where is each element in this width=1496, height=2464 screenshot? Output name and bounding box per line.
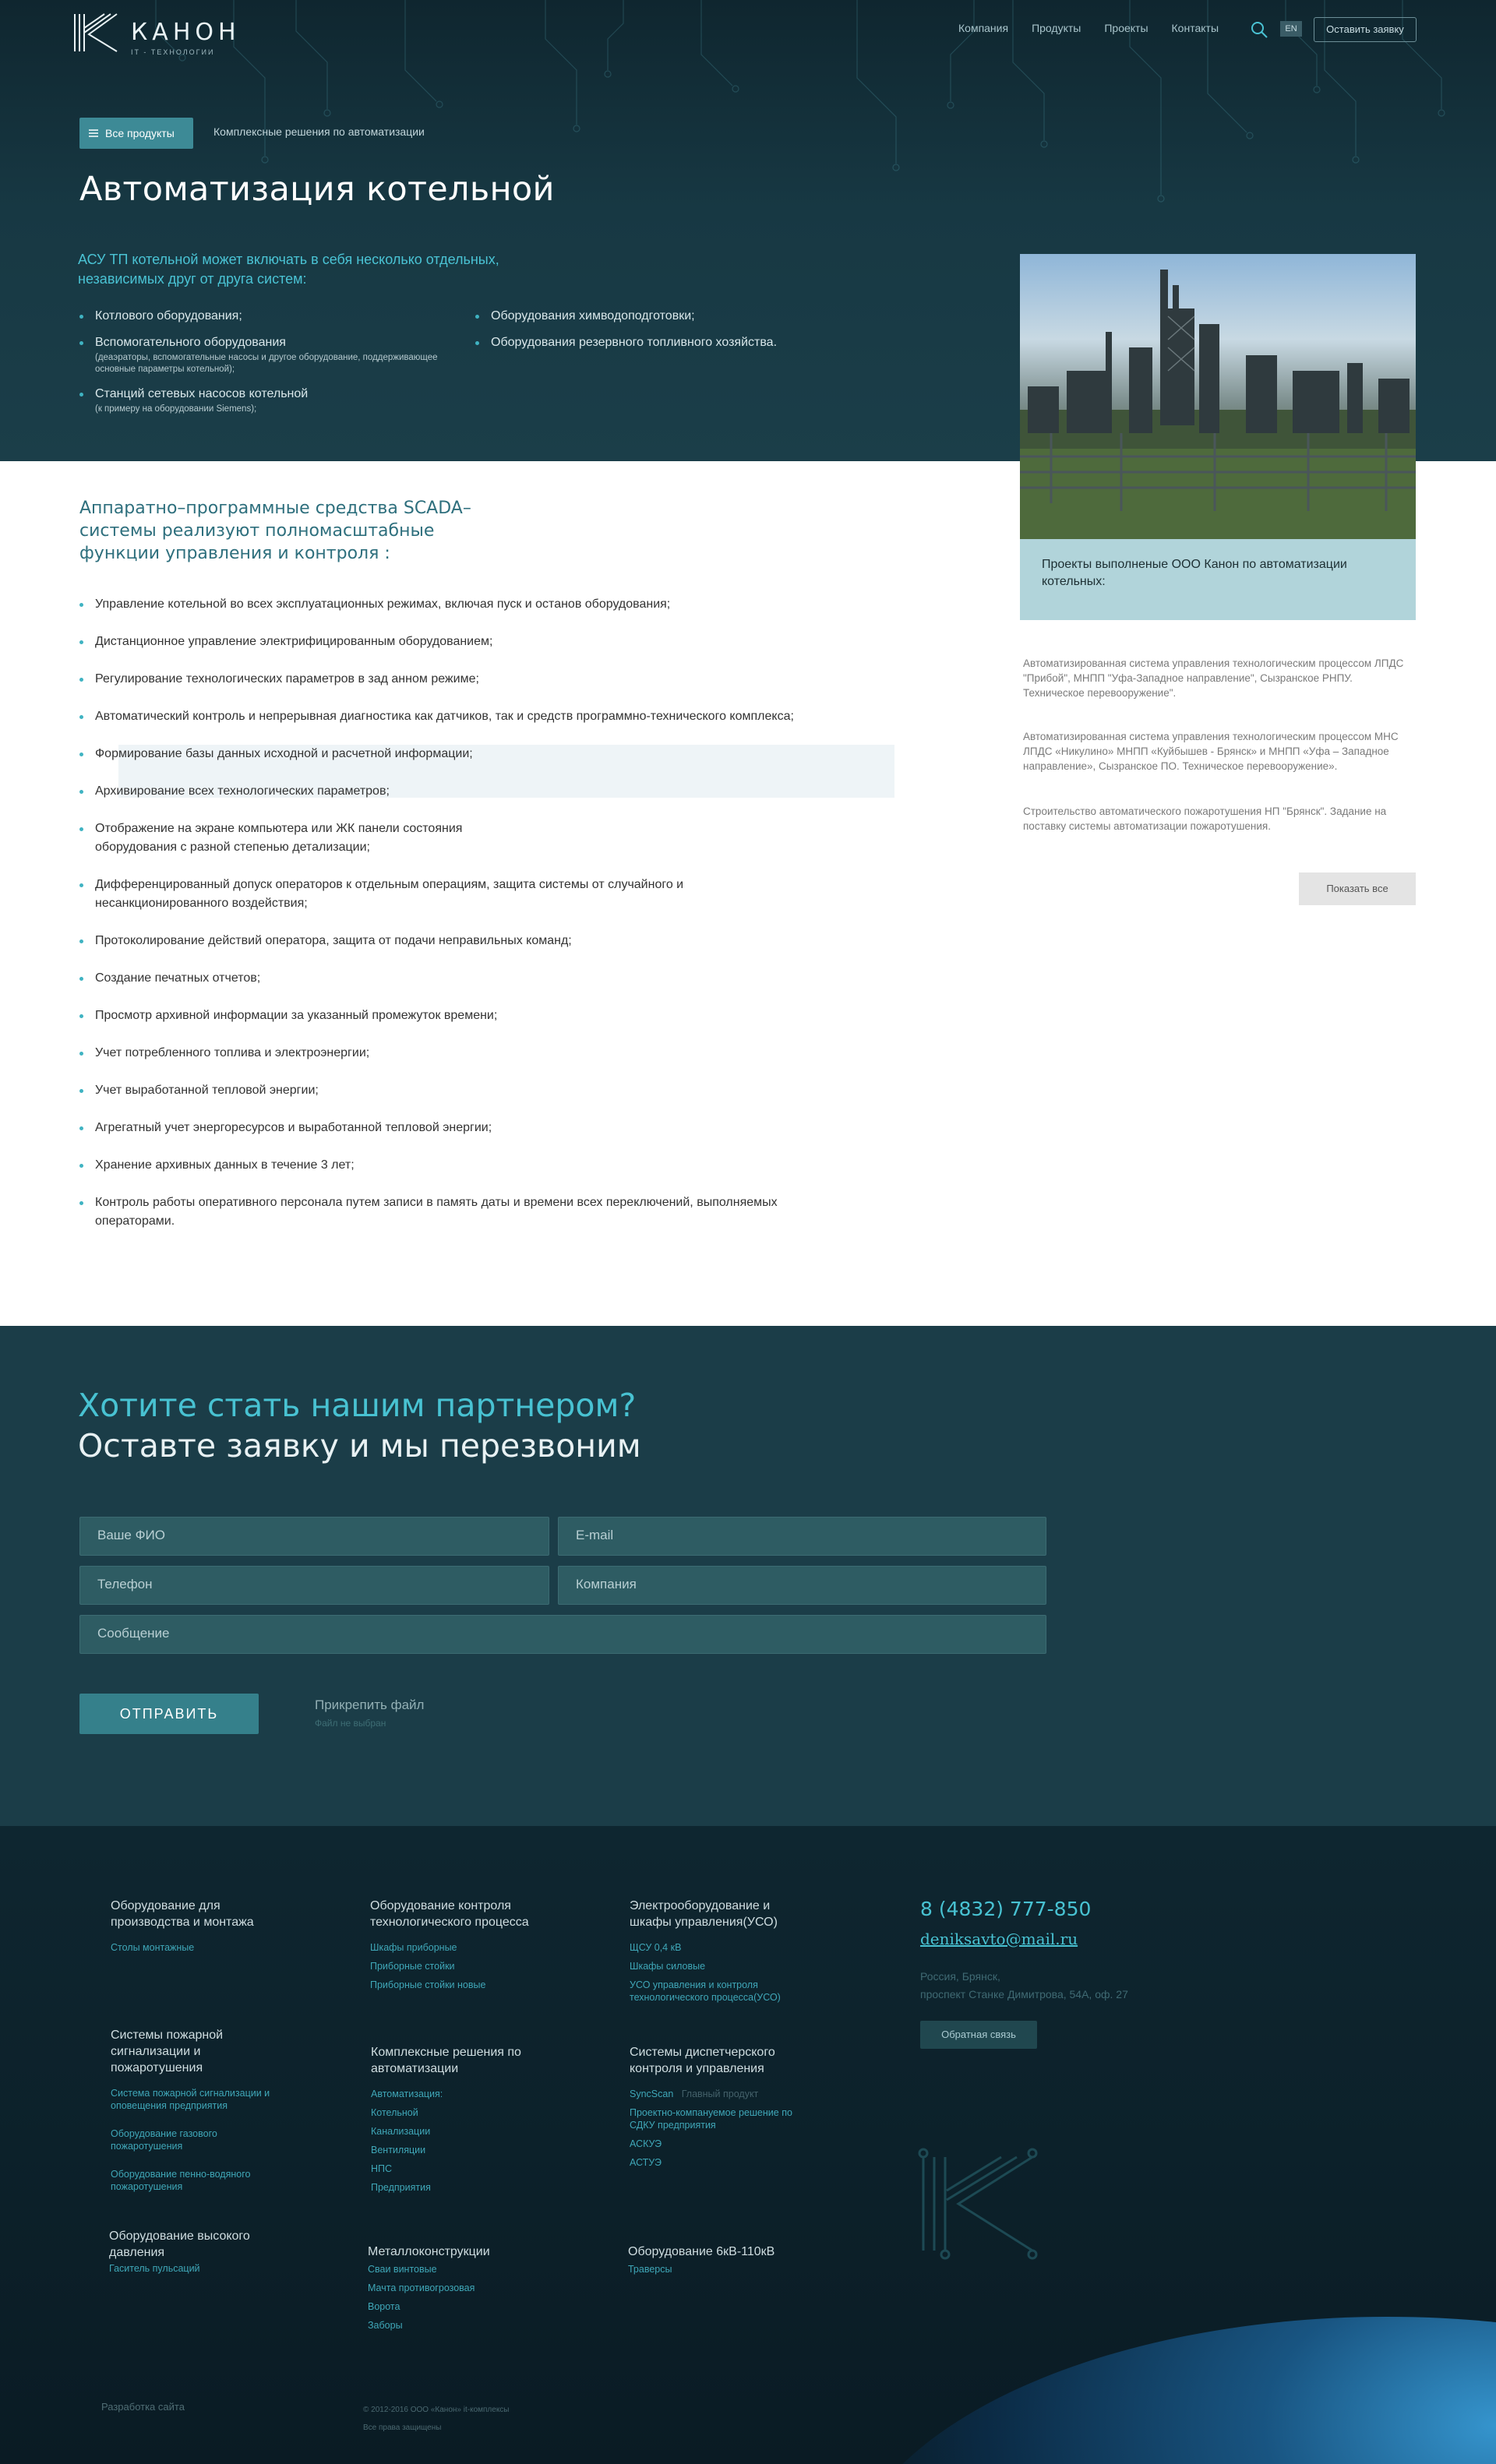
footer-link[interactable]: Приборные стойки новые [370,1979,486,1990]
list-item: Котлового оборудования; [78,308,452,324]
footer-col-fire [111,2027,274,2199]
brand-tagline: IT - ТЕХНОЛОГИИ [131,48,215,56]
list-item-note: (к примеру на оборудовании Siemens); [95,404,257,414]
list-item-note: (деаэраторы, вспомогательные насосы и другое оборудование, поддерживающее основные параметры котельной); [95,353,438,374]
list-item: Регулирование технологических параметров в зад анном режиме; [78,670,826,689]
logo-k-icon [72,12,120,53]
search-icon[interactable] [1250,20,1268,39]
footer-link[interactable]: УСО управления и контроля технологического процесса(УСО) [630,1979,781,2003]
form-subtitle: Оставте заявку и мы перезвоним [78,1427,641,1465]
copyright: © 2012-2016 ООО «Канон» it-комплексы Все права защищены [363,2406,510,2432]
main-nav [958,22,1242,34]
language-switch[interactable]: EN [1280,21,1302,37]
list-item: Отображение на экране компьютера или ЖК панели состояния оборудования с разной степенью детализации; [78,820,483,857]
footer-address: Россия, Брянск, проспект Станке Димитрова, 54А, оф. 27 [920,1970,1128,2000]
footer-col-dispatch [630,2044,809,2175]
footer-link[interactable]: Гаситель пульсаций [109,2263,200,2274]
footer-col-control [370,1898,565,1997]
footer-col-high-pressure [109,2228,265,2281]
footer-col-title: Металлоконструкции [368,2245,490,2258]
footer-link[interactable]: Проектно-компануемое решение по СДКУ предприятия [630,2107,792,2131]
footer-link[interactable]: Предприятия [371,2182,431,2193]
systems-list-left [78,308,452,426]
list-item: Формирование базы данных исходной и расчетной информации; [78,745,826,763]
industrial-plant-illustration [1020,254,1416,539]
intro-text: АСУ ТП котельной может включать в себя несколько отдельных, независимых друг от друга систем: [78,252,499,287]
list-item: Учет выработанной тепловой энергии; [78,1081,826,1100]
footer [0,1826,1496,2464]
list-item: Учет потребленного топлива и электроэнергии; [78,1044,826,1063]
list-item: Дифференцированный допуск операторов к отдельным операциям, защита системы от случайного и несанкционированного воздействия; [78,876,810,913]
nav-item-company[interactable]: Компания [958,22,1009,34]
nav-item-contacts[interactable]: Контакты [1171,22,1219,34]
fio-field[interactable]: Ваше ФИО [79,1517,549,1556]
footer-link[interactable]: Траверсы [628,2264,672,2275]
footer-link[interactable]: Шкафы приборные [370,1942,457,1953]
nav-item-products[interactable]: Продукты [1032,22,1081,34]
no-file-label: Файл не выбран [315,1718,386,1729]
footer-link[interactable]: НПС [371,2163,393,2174]
message-field[interactable]: Сообщение [79,1615,1046,1654]
breadcrumb-current[interactable]: Комплексные решения по автоматизации [213,125,425,138]
footer-link[interactable]: АСТУЭ [630,2157,662,2168]
footer-link[interactable]: Ворота [368,2301,400,2312]
footer-col-title: Системы диспетчерского контроля и управления [630,2046,775,2075]
partner-form-section [0,1326,1496,1826]
footer-email[interactable]: deniksavto@mail.ru [920,1930,1078,1948]
footer-link[interactable]: Канализации [371,2126,431,2137]
footer-link[interactable]: Приборные стойки [370,1961,455,1972]
footer-link[interactable]: Автоматизация: [371,2089,443,2099]
footer-col-metal [368,2244,547,2338]
projects-title: Проекты выполненые ООО Канон по автоматизации котельных: [1042,558,1347,588]
footer-link[interactable]: Котельной [371,2107,418,2118]
footer-link[interactable]: Заборы [368,2320,403,2331]
form-title: Хотите стать нашим партнером? [78,1387,637,1424]
footer-col-title: Оборудование высокого давления [109,2230,250,2259]
attach-file-link[interactable]: Прикрепить файл [315,1697,425,1712]
list-item: Агрегатный учет энергоресурсов и выработанной тепловой энергии; [78,1119,826,1137]
list-item: Протоколирование действий оператора, защита от подачи неправильных команд; [78,932,826,950]
nav-item-projects[interactable]: Проекты [1104,22,1148,34]
footer-link[interactable]: Система пожарной сигнализации и оповещения предприятия [111,2088,270,2111]
main-product-note: Главный продукт [681,2089,759,2099]
list-item: Оборудования резервного топливного хозяйства. [474,335,879,351]
scada-heading: Аппаратно–программные средства SCADA–системы реализуют полномасштабные функции управления и контроля : [79,499,471,563]
functions-list [78,595,826,1250]
footer-col-electrical [630,1898,809,2010]
list-item: Станций сетевых насосов котельной (к примеру на оборудовании Siemens); [78,386,452,415]
email-field[interactable]: E-mail [558,1517,1046,1556]
project-item[interactable]: Автоматизированная система управления технологическим процессом ЛПДС "Прибой", МНПП "Уфа-Западное направление", Сызранское РНПУ. Техническое перевооружение". [1023,657,1404,699]
footer-link[interactable]: Оборудование пенно-водяного пожаротушения [111,2169,251,2192]
footer-col-title: Комплексные решения по автоматизации [371,2046,521,2075]
footer-link[interactable]: Сваи винтовые [368,2264,437,2275]
all-products-button[interactable] [79,118,193,149]
footer-link[interactable]: Столы монтажные [111,1942,195,1953]
footer-phone[interactable]: 8 (4832) 777-850 [920,1898,1092,1920]
page-title: Автоматизация котельной [79,170,555,209]
list-item: Контроль работы оперативного персонала путем записи в память даты и времени всех переключений, выполняемых операторами. [78,1193,826,1231]
footer-link[interactable]: ЩСУ 0,4 кВ [630,1942,682,1953]
list-item: Автоматический контроль и непрерывная диагностика как датчиков, так и средств программно-технического комплекса; [78,707,795,726]
footer-link[interactable]: Мачта противогрозовая [368,2282,475,2293]
all-products-label: Все продукты [105,127,175,139]
footer-col-automation [371,2044,550,2200]
list-item: Управление котельной во всех эксплуатационных режимах, включая пуск и останов оборудования; [78,595,826,614]
footer-col-title: Системы пожарной сигнализации и пожаротушения [111,2029,224,2074]
leave-request-button[interactable]: Оставить заявку [1314,17,1417,42]
brand-name: КАНОН [131,19,241,46]
list-item: Архивирование всех технологических параметров; [78,782,826,801]
footer-col-title: Оборудование для производства и монтажа [111,1899,254,1929]
list-item: Создание печатных отчетов; [78,969,826,988]
footer-col-title: Оборудование контроля технологического процесса [370,1899,529,1929]
footer-link[interactable]: АСКУЭ [630,2138,662,2149]
projects-heading-box [1020,539,1416,620]
project-item[interactable]: Автоматизированная система управления технологическим процессом МНС ЛПДС «Никулино» МНПП «Куйбышев - Брянск» и МНПП «Уфа – Западное направление», Сызранское ПО. Техническое перевооружение». [1023,731,1399,772]
footer-col-title: Оборудование 6кВ-110кВ [628,2245,775,2258]
list-item: Хранение архивных данных в течение 3 лет; [78,1156,826,1175]
list-item: Вспомогательного оборудования (деаэраторы, вспомогательные насосы и другое оборудование, поддерживающее основные параметры котельной); [78,335,452,375]
footer-col-hv [628,2244,807,2282]
company-field[interactable]: Компания [558,1566,1046,1605]
footer-link[interactable]: Шкафы силовые [630,1961,706,1972]
show-all-button[interactable]: Показать все [1299,872,1416,905]
footer-link[interactable]: Вентиляции [371,2145,426,2156]
footer-logo-icon [916,2145,1048,2262]
list-item: Оборудования химводоподготовки; [474,308,879,324]
logo[interactable] [72,12,243,56]
send-button[interactable]: ОТПРАВИТЬ [79,1694,259,1734]
footer-link-syncscan[interactable]: SyncScan Главный продукт [630,2089,759,2099]
list-item: Просмотр архивной информации за указанный промежуток времени; [78,1006,826,1025]
menu-icon [89,129,98,137]
globe-decoration [842,2317,1496,2464]
site-developer-link[interactable]: Разработка сайта [101,2401,185,2413]
footer-col-title: Электрооборудование и шкафы управления(УСО) [630,1899,778,1929]
feedback-button[interactable]: Обратная связь [920,2021,1037,2049]
phone-field[interactable]: Телефон [79,1566,549,1605]
list-item: Дистанционное управление электрифицированным оборудованием; [78,633,826,651]
project-item[interactable]: Строительство автоматического пожаротушения НП "Брянск". Задание на поставку системы автоматизации пожаротушения. [1023,805,1387,832]
systems-list-right [474,308,879,361]
footer-link[interactable]: Оборудование газового пожаротушения [111,2128,217,2152]
boiler-plant-photo [1020,254,1416,539]
footer-col-production [111,1898,290,1960]
